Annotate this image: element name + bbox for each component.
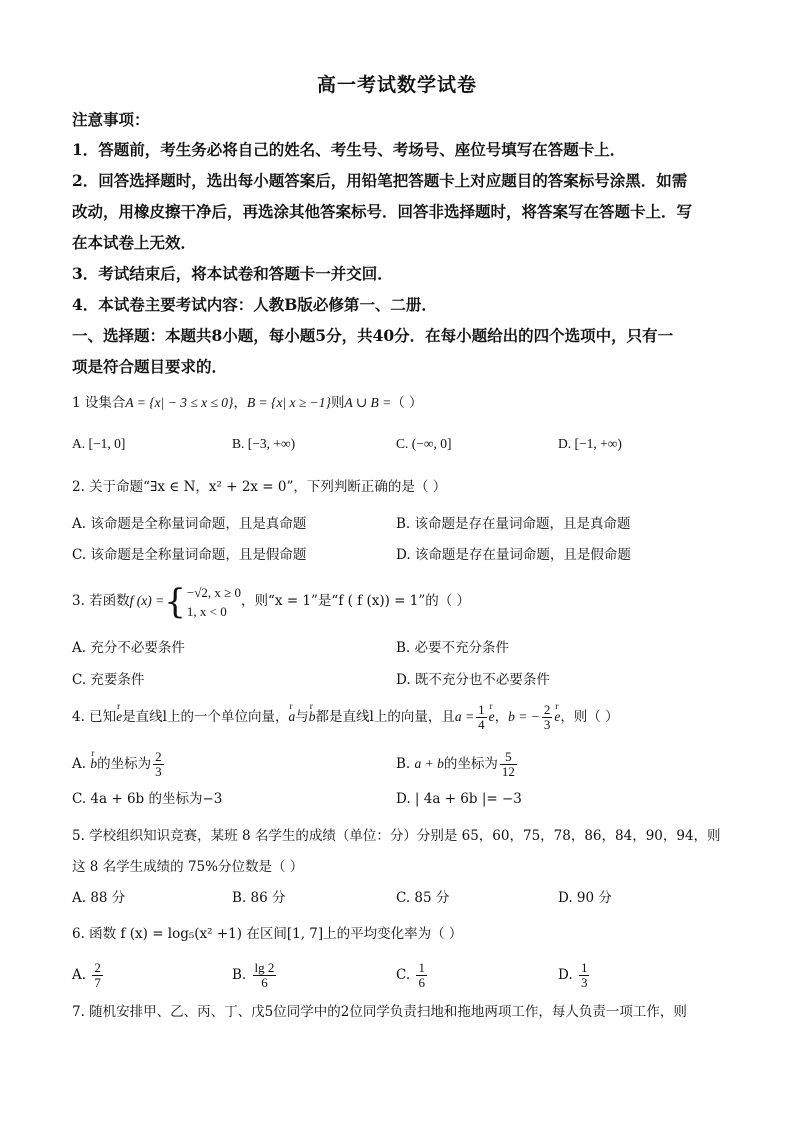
q3-option-c: C. 充要条件 [72, 672, 145, 688]
notice-item-3: 3．考试结束后，将本试卷和答题卡一并交回． [72, 264, 393, 283]
q1-sep: ， [233, 395, 247, 411]
fraction-1-4: $\frac{1}{4}$ [478, 702, 485, 732]
question-3 [72, 582, 732, 621]
q1-option-c: C. (−∞, 0] [396, 436, 452, 451]
q3-option-a: A. 充分不必要条件 [72, 640, 185, 656]
vector-e: r e [116, 700, 122, 734]
q4-option-d: D. | 4a + 6b |= −3 [396, 791, 522, 807]
q3-prefix: 3. 若函数 [72, 593, 130, 609]
q1-then: 则 [330, 395, 345, 411]
question-5: 5. 学校组织知识竞赛，某班 8 名学生的成绩（单位：分）分别是 65，60，75，78，86，84，90，94，则 [72, 828, 721, 844]
question-2: 2. 关于命题“∃x ∈ N，x² + 2x = 0”，下列判断正确的是（ ） [72, 479, 447, 495]
notice-item-1: 1．答题前，考生务必将自己的姓名、考生号、考场号、座位号填写在答题卡上． [72, 140, 626, 159]
vector-a: r a [289, 700, 296, 734]
q2-option-c: C. 该命题是全称量词命题，且是假命题 [72, 547, 307, 563]
fraction-2-3-opt: $\frac{2}{3}$ [155, 749, 162, 779]
q5-option-c: C. 85 分 [396, 890, 450, 906]
q3-option-d: D. 既不充分也不必要条件 [396, 672, 550, 688]
fraction-5-12: $\frac{5}{12}$ [501, 749, 515, 779]
q4-option-b: B. a + b的坐标为 $\frac{5}{12}$ [396, 749, 515, 779]
q4-yu: 与 [295, 709, 309, 725]
question-1 [72, 393, 732, 413]
q3-fx: f (x) = [129, 593, 165, 608]
notice-item-2-cont: 改动，用橡皮擦干净后，再选涂其他答案标号．回答非选择题时，将答案写在答题卡上．写 [72, 202, 693, 221]
q4-p3: 都是直线l上的向量，且 [315, 709, 455, 725]
q4-p1: 4. 已知 [72, 709, 117, 725]
fraction-2-3: $\frac{2}{3}$ [543, 702, 551, 732]
q4-option-a: A. r b的坐标为 $\frac{2}{3}$ [72, 748, 166, 780]
q3-case-2: 1, x < 0 [186, 603, 227, 619]
question-7: 7. 随机安排甲、乙、丙、丁、戊5位同学中的2位同学负责扫地和拖地两项工作，每人负责一项工作，则 [72, 1004, 687, 1020]
vector-b: r b [309, 700, 316, 734]
vector-e-3: r e [554, 700, 560, 734]
q1-option-b: B. [−3, +∞) [232, 436, 296, 451]
fraction-1-3: $\frac{1}{3}$ [580, 960, 588, 990]
fraction-lg2-6: $\frac{\lg 2}{6}$ [254, 960, 275, 990]
fraction-1-6: $\frac{1}{6}$ [418, 960, 425, 990]
notice-item-2: 2．回答选择题时，选出每小题答案后，用铅笔把答题卡上对应题目的答案标号涂黑．如需 [72, 171, 688, 190]
q2-option-d: D. 该命题是存在量词命题，且是假命题 [396, 547, 631, 563]
q6-option-a: A. $\frac{2}{7}$ [72, 960, 101, 990]
q4-p4: ，则（ ） [560, 709, 619, 725]
q4-a-eq: a = [454, 709, 475, 724]
fraction-2-7: $\frac{2}{7}$ [94, 960, 101, 990]
q1-set-a: A = {x| − 3 ≤ x ≤ 0} [125, 395, 234, 410]
q3-suffix: ，则“x = 1”是“f ( f (x)) = 1”的（ ） [241, 593, 471, 609]
q3-option-b: B. 必要不充分条件 [396, 640, 510, 656]
piecewise-brace: { [164, 581, 186, 622]
q1-prefix: 1 设集合 [72, 395, 126, 411]
q1-option-d: D. [−1, +∞) [558, 436, 622, 451]
q6-option-d: D. $\frac{1}{3}$ [558, 960, 588, 990]
notice-item-4: 4．本试卷主要考试内容：人教B版必修第一、二册． [72, 295, 437, 314]
q2-option-a: A. 该命题是全称量词命题，且是真命题 [72, 516, 307, 532]
page-title: 高一考试数学试卷 [316, 74, 477, 96]
q6-option-c: C. $\frac{1}{6}$ [396, 960, 425, 990]
section-heading-cont: 项是符合题目要求的． [72, 357, 228, 376]
q4-p2: 是直线l上的一个单位向量， [122, 709, 289, 725]
q1-union: A ∪ B = [344, 395, 392, 410]
q4-b-eq: b = − [508, 709, 540, 724]
section-heading: 一、选择题：本题共8小题，每小题5分，共40分．在每小题给出的四个选项中，只有一 [72, 326, 674, 345]
vector-e-2: r e [489, 700, 495, 734]
q3-case-1: −√2, x ≥ 0 [186, 584, 242, 600]
q1-paren: （ ） [391, 395, 423, 411]
q5-option-b: B. 86 分 [232, 890, 286, 906]
question-5-cont: 这 8 名学生成绩的 75%分位数是（ ） [72, 859, 304, 875]
q1-set-b: B = {x| x ≥ −1} [246, 395, 331, 410]
question-6: 6. 函数 f (x) = log₅(x² +1) 在区间[1, 7]上的平均变化率为（ ） [72, 926, 463, 942]
vector-sum-opt-b: a + b [414, 756, 444, 771]
question-4 [72, 700, 732, 734]
q4-comma: ， [494, 709, 509, 725]
q1-option-a: A. [−1, 0] [72, 436, 126, 451]
piecewise-cases [187, 583, 241, 621]
q5-option-a: A. 88 分 [72, 890, 126, 906]
notice-heading: 注意事项： [72, 110, 150, 129]
q2-option-b: B. 该命题是存在量词命题，且是真命题 [396, 516, 631, 532]
notice-item-2-end: 在本试卷上无效． [72, 233, 197, 252]
vector-b-opt-a: r b [90, 748, 97, 780]
q6-option-b: B. $\frac{\lg 2}{6}$ [232, 960, 275, 990]
q5-option-d: D. 90 分 [558, 890, 612, 906]
q4-option-c: C. 4a + 6b 的坐标为−3 [72, 791, 223, 807]
